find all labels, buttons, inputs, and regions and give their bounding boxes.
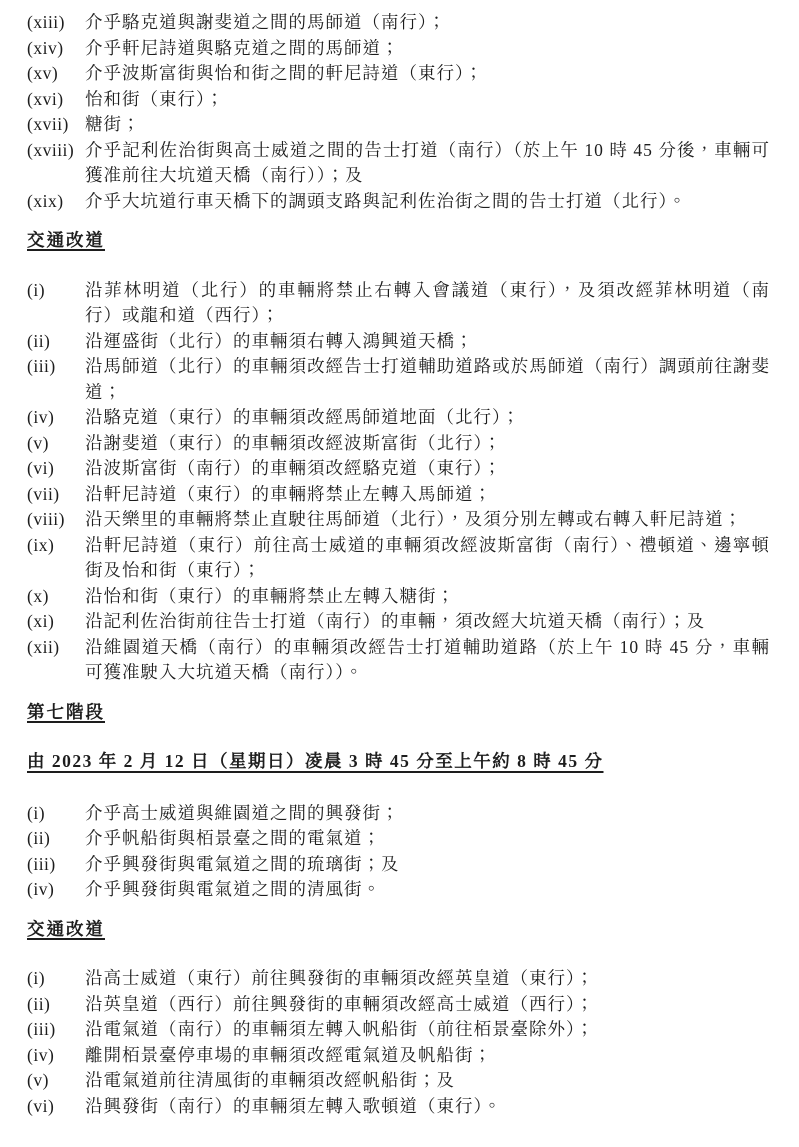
list-item-label: (iii)	[27, 356, 56, 376]
list-item-text: 沿高士威道（東行）前往興發街的車輛須改經英皇道（東行）；	[85, 968, 595, 988]
list-item	[27, 992, 770, 1018]
list-item-label: (v)	[27, 1070, 49, 1090]
list-item-label: (iii)	[27, 1019, 56, 1039]
list-item	[27, 138, 770, 189]
list-item	[27, 877, 770, 903]
list-item	[27, 1043, 770, 1069]
phase-seven-heading: 第七階段	[27, 701, 105, 722]
list-item-label: (vi)	[27, 1095, 55, 1116]
list-item-text: 沿軒尼詩道（東行）前往高士威道的車輛須改經波斯富街（南行）、禮頓道、邊寧頓街及怡和街（東行）；	[85, 534, 770, 580]
list-item-text: 沿菲林明道（北行）的車輛將禁止右轉入會議道（東行），及須改經菲林明道（南行）或龍和道（西行）；	[85, 279, 770, 325]
list-item	[27, 1094, 770, 1120]
list-item-text: 糖街；	[85, 114, 141, 134]
list-item	[27, 431, 770, 457]
list-item	[27, 36, 770, 62]
list-item	[27, 87, 770, 113]
list-item-label: (xix)	[27, 190, 64, 211]
list-item	[27, 852, 770, 878]
traffic-diversion-heading-2: 交通改道	[27, 918, 105, 939]
list-item-text: 沿電氣道前往清風街的車輛須改經帆船街；及	[85, 1070, 455, 1090]
list-item-text: 沿駱克道（東行）的車輛須改經馬師道地面（北行）；	[85, 407, 521, 427]
list-item	[27, 354, 770, 405]
list-item-text: 沿天樂里的車輛將禁止直駛往馬師道（北行），及須分別左轉或右轉入軒尼詩道；	[85, 509, 743, 529]
list-item	[27, 10, 770, 36]
list-item	[27, 635, 770, 686]
list-item-text: 離開栢景臺停車場的車輛須改經電氣道及帆船街；	[85, 1044, 492, 1065]
traffic-diversions-2	[27, 966, 770, 1119]
list-item-text: 沿維園道天橋（南行）的車輛須改經告士打道輔助道路（於上午 10 時 45 分，車輛可獲准駛入大坑道天橋（南行））。	[85, 636, 770, 682]
list-item-label: (xvi)	[27, 88, 64, 109]
list-item-text: 沿波斯富街（南行）的車輛須改經駱克道（東行）；	[85, 458, 502, 478]
list-item-label: (vii)	[27, 483, 60, 504]
list-item	[27, 112, 770, 138]
list-item-label: (x)	[27, 585, 49, 606]
list-item-label: (ix)	[27, 534, 55, 555]
list-item-label: (xviii)	[27, 139, 75, 160]
list-item-text: 沿電氣道（南行）的車輛須左轉入帆船街（前往栢景臺除外）；	[85, 1019, 595, 1039]
list-item-label: (i)	[27, 279, 46, 300]
list-item	[27, 584, 770, 610]
list-item-text: 介乎波斯富街與怡和街之間的軒尼詩道（東行）；	[85, 63, 484, 83]
list-item	[27, 189, 770, 215]
list-item	[27, 826, 770, 852]
list-item-text: 介乎記利佐治街與高士威道之間的告士打道（南行）（於上午 10 時 45 分後，車輛可獲准前往大坑道天橋（南行））；及	[85, 139, 770, 185]
list-item	[27, 1017, 770, 1043]
list-item-text: 沿馬師道（北行）的車輛須改經告士打道輔助道路或於馬師道（南行）調頭前往謝斐道；	[85, 356, 770, 402]
traffic-diversion-heading-1: 交通改道	[27, 230, 105, 250]
list-item-text: 怡和街（東行）；	[85, 88, 225, 109]
list-item-label: (iv)	[27, 407, 55, 427]
list-item-text: 介乎高士威道與維園道之間的興發街；	[85, 802, 400, 823]
list-item-label: (viii)	[27, 509, 65, 529]
closed-roads-continued	[27, 10, 770, 214]
list-item-text: 沿謝斐道（東行）的車輛須改經波斯富街（北行）；	[85, 432, 502, 453]
list-item-label: (v)	[27, 432, 49, 453]
list-item-text: 沿興發街（南行）的車輛須左轉入歌頓道（東行）。	[85, 1095, 502, 1116]
list-item-label: (xii)	[27, 636, 60, 657]
list-item-text: 介乎興發街與電氣道之間的清風街。	[85, 879, 381, 899]
list-item-label: (ii)	[27, 330, 51, 351]
traffic-diversions-1	[27, 278, 770, 686]
list-item-label: (ii)	[27, 993, 51, 1014]
list-item-text: 介乎駱克道與謝斐道之間的馬師道（南行）；	[85, 12, 447, 32]
list-item-text: 介乎大坑道行車天橋下的調頭支路與記利佐治街之間的告士打道（北行）。	[85, 190, 687, 211]
list-item-text: 介乎帆船街與栢景臺之間的電氣道；	[85, 828, 381, 848]
list-item-label: (vi)	[27, 458, 55, 478]
list-item-text: 介乎興發街與電氣道之間的琉璃街；及	[85, 853, 400, 874]
list-item	[27, 1068, 770, 1094]
list-item	[27, 482, 770, 508]
list-item	[27, 61, 770, 87]
list-item-text: 沿英皇道（西行）前往興發街的車輛須改經高士威道（西行）；	[85, 993, 595, 1014]
list-item	[27, 966, 770, 992]
list-item	[27, 456, 770, 482]
list-item	[27, 533, 770, 584]
list-item-text: 介乎軒尼詩道與駱克道之間的馬師道；	[85, 37, 400, 58]
list-item-text: 沿記利佐治街前往告士打道（南行）的車輛，須改經大坑道天橋（南行）；及	[85, 611, 706, 631]
list-item-text: 沿運盛街（北行）的車輛須右轉入鴻興道天橋；	[85, 330, 474, 351]
list-item-label: (iii)	[27, 853, 56, 874]
list-item-label: (xvii)	[27, 114, 69, 134]
list-item-label: (xiv)	[27, 37, 64, 58]
list-item-label: (iv)	[27, 1044, 55, 1065]
list-item	[27, 278, 770, 329]
list-item-label: (iv)	[27, 879, 55, 899]
list-item-text: 沿軒尼詩道（東行）的車輛將禁止左轉入馬師道；	[85, 483, 492, 504]
list-item-label: (xiii)	[27, 12, 65, 32]
list-item	[27, 405, 770, 431]
closed-roads-phase-seven	[27, 801, 770, 903]
phase-seven-date-range: 由 2023 年 2 月 12 日（星期日）凌晨 3 時 45 分至上午約 8 時 45 分	[27, 751, 604, 771]
list-item	[27, 609, 770, 635]
list-item	[27, 329, 770, 355]
list-item-label: (i)	[27, 802, 46, 823]
list-item-label: (xv)	[27, 63, 59, 83]
list-item-text: 沿怡和街（東行）的車輛將禁止左轉入糖街；	[85, 585, 455, 606]
list-item-label: (ii)	[27, 828, 51, 848]
list-item-label: (i)	[27, 968, 46, 988]
list-item-label: (xi)	[27, 611, 55, 631]
list-item	[27, 507, 770, 533]
list-item	[27, 801, 770, 827]
